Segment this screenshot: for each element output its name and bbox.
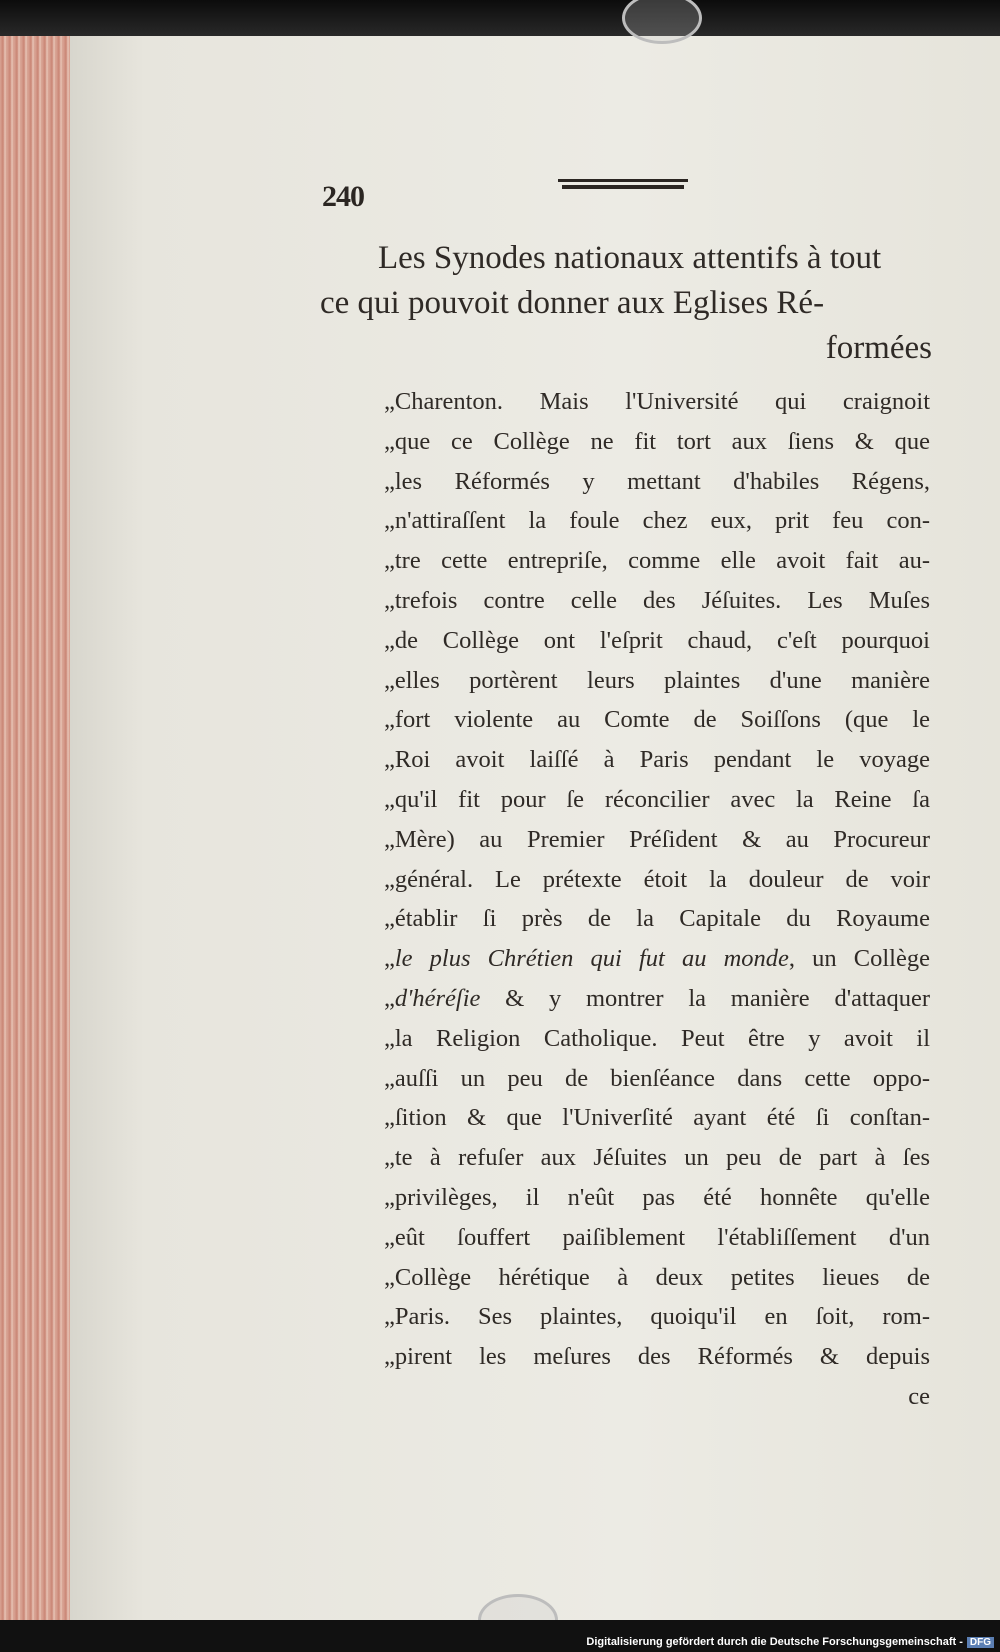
text-line: „la Religion Catholique. Peut être y avoit il bbox=[384, 1024, 930, 1052]
catchword: ce bbox=[908, 1382, 930, 1410]
text-line: „qu'il fit pour ſe réconcilier avec la Reine ſa bbox=[384, 785, 930, 813]
text-line: „général. Le prétexte étoit la douleur de voir bbox=[384, 865, 930, 893]
margin-note-line: Les Synodes nationaux attentifs à tout bbox=[378, 240, 882, 276]
text-line: „te à refuſer aux Jéſuites un peu de part à ſes bbox=[384, 1144, 930, 1172]
text-line: „pirent les meſures des Réformés & depuis bbox=[384, 1343, 930, 1371]
credit-text: Digitalisierung gefördert durch die Deutsche Forschungsgemeinschaft - bbox=[586, 1636, 963, 1648]
text-line: „privilèges, il n'eût pas été honnête qu'elle bbox=[384, 1183, 930, 1211]
text-line: „elles portèrent leurs plaintes d'une manière bbox=[384, 666, 930, 694]
text-line: „établir ſi près de la Capitale du Royaume bbox=[384, 905, 930, 933]
text-line-italic-phrase: „d'héréſie & y montrer la manière d'attaquer bbox=[384, 984, 930, 1012]
text-line: „de Collège ont l'eſprit chaud, c'eſt pourquoi bbox=[384, 626, 930, 654]
text-line: „Collège hérétique à deux petites lieues de bbox=[384, 1263, 930, 1291]
dfg-logo: DFG bbox=[967, 1637, 994, 1648]
text-line: „tre cette entrepriſe, comme elle avoit fait au- bbox=[384, 547, 930, 575]
text-line: „fort violente au Comte de Soiſſons (que le bbox=[384, 706, 930, 734]
text-line: „n'attiraſſent la foule chez eux, prit feu con- bbox=[384, 507, 930, 535]
text-line: „Paris. Ses plaintes, quoiqu'il en ſoit, rom- bbox=[384, 1303, 930, 1331]
top-strip bbox=[0, 0, 1000, 38]
margin-note-line: ce qui pouvoit donner aux Eglises Ré- bbox=[320, 285, 825, 321]
text-line: „Roi avoit laiſſé à Paris pendant le voyage bbox=[384, 746, 930, 774]
text-line: „auſſi un peu de bienſéance dans cette oppo- bbox=[384, 1064, 930, 1092]
italic-phrase: d'héréſie bbox=[394, 984, 481, 1012]
page-number: 240 bbox=[322, 180, 364, 213]
header-rule bbox=[558, 179, 688, 189]
text-line: „Charenton. Mais l'Université qui craignoit bbox=[384, 388, 930, 415]
text-line: „trefois contre celle des Jéſuites. Les Muſes bbox=[384, 586, 930, 614]
text-line: „Mère) au Premier Préſident & au Procureur bbox=[384, 825, 930, 853]
text-line: „ſition & que l'Univerſité ayant été ſi conſtan- bbox=[384, 1104, 930, 1132]
page-edges bbox=[0, 36, 72, 1620]
italic-phrase: le plus Chrétien qui fut au monde bbox=[394, 945, 789, 973]
margin-note-line: formées bbox=[825, 330, 932, 366]
text-line: „eût ſouffert paiſiblement l'établiſſement d'un bbox=[384, 1223, 930, 1251]
text-line: „les Réformés y mettant d'habiles Régens, bbox=[384, 467, 930, 495]
body-text bbox=[384, 382, 930, 1417]
margin-note bbox=[320, 236, 932, 371]
text-line-italic-phrase: „le plus Chrétien qui fut au monde, un Collège bbox=[384, 945, 930, 973]
digitization-credit bbox=[586, 1636, 994, 1648]
text-line: „que ce Collège ne fit tort aux ſiens & que bbox=[384, 427, 930, 455]
